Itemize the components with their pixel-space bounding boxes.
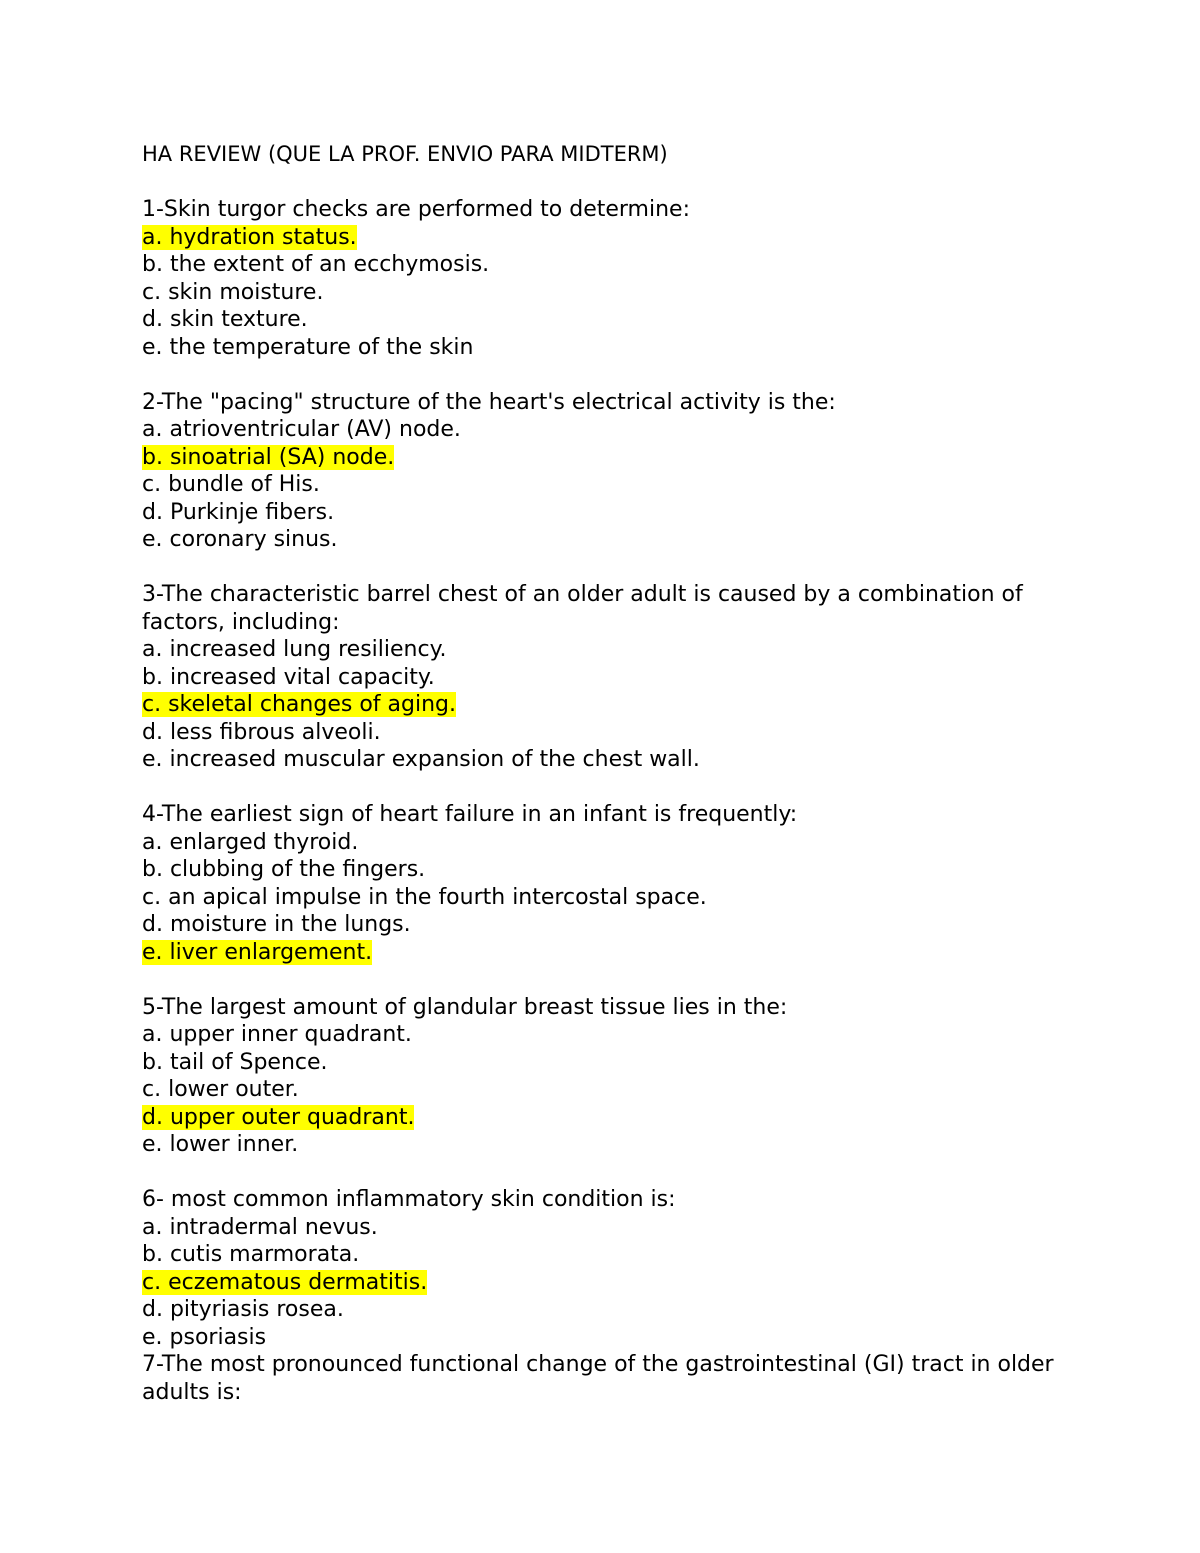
highlighted-answer: a. hydration status. — [142, 224, 357, 250]
answer-option: a. upper inner quadrant. — [142, 1022, 412, 1047]
answer-option: b. increased vital capacity. — [142, 664, 435, 690]
question-stem: 3-The characteristic barrel chest of an older adult is caused by a combination of factors, including: — [142, 582, 1030, 635]
answer-option — [142, 224, 1072, 252]
question-2 — [142, 389, 1072, 554]
answer-option: d. less fibrous alveoli. — [142, 719, 381, 745]
document-content — [142, 141, 1072, 1406]
answer-option: e. psoriasis — [142, 1324, 267, 1350]
highlighted-answer: c. skeletal changes of aging. — [142, 692, 456, 717]
answer-option: a. increased lung resiliency. — [142, 637, 447, 662]
question-stem: 1-Skin turgor checks are performed to determine: — [142, 197, 690, 222]
answer-option: c. an apical impulse in the fourth intercostal space. — [142, 884, 707, 910]
answer-option: c. skin moisture. — [142, 279, 324, 305]
answer-option: d. skin texture. — [142, 307, 308, 332]
answer-option: c. bundle of His. — [142, 472, 320, 497]
question-stem: 4-The earliest sign of heart failure in an infant is frequently: — [142, 802, 798, 827]
answer-option: d. Purkinje fibers. — [142, 499, 335, 525]
question-4 — [142, 801, 1072, 966]
answer-option — [142, 1104, 1072, 1132]
answer-option — [142, 1269, 1072, 1297]
question-6 — [142, 1186, 1072, 1351]
answer-option: b. cutis marmorata. — [142, 1242, 360, 1267]
question-stem: 5-The largest amount of glandular breast tissue lies in the: — [142, 994, 788, 1020]
document-title: HA REVIEW (QUE LA PROF. ENVIO PARA MIDTERM) — [142, 142, 668, 166]
answer-option — [142, 444, 1072, 472]
highlighted-answer: e. liver enlargement. — [142, 939, 373, 965]
answer-option: a. atrioventricular (AV) node. — [142, 417, 461, 442]
answer-option — [142, 691, 1072, 719]
answer-option: e. coronary sinus. — [142, 527, 338, 552]
question-7 — [142, 1351, 1072, 1406]
question-stem: 7-The most pronounced functional change of the gastrointestinal (GI) tract in older adults is: — [142, 1352, 1061, 1405]
answer-option: d. moisture in the lungs. — [142, 912, 411, 937]
highlighted-answer: b. sinoatrial (SA) node. — [142, 444, 395, 470]
answer-option: a. intradermal nevus. — [142, 1214, 378, 1240]
answer-option: b. tail of Spence. — [142, 1049, 328, 1075]
answer-option: e. lower inner. — [142, 1132, 299, 1157]
question-1 — [142, 196, 1072, 361]
highlighted-answer: d. upper outer quadrant. — [142, 1104, 415, 1130]
answer-option: b. clubbing of the fingers. — [142, 857, 426, 882]
answer-option: e. increased muscular expansion of the chest wall. — [142, 747, 700, 772]
answer-option: d. pityriasis rosea. — [142, 1297, 344, 1322]
answer-option: e. the temperature of the skin — [142, 334, 474, 360]
highlighted-answer: c. eczematous dermatitis. — [142, 1269, 428, 1295]
answer-option: a. enlarged thyroid. — [142, 829, 359, 855]
answer-option: b. the extent of an ecchymosis. — [142, 252, 490, 277]
question-3 — [142, 581, 1072, 774]
answer-option — [142, 939, 1072, 967]
question-stem: 2-The "pacing" structure of the heart's electrical activity is the: — [142, 389, 836, 415]
answer-option: c. lower outer. — [142, 1077, 299, 1102]
question-stem: 6- most common inflammatory skin condition is: — [142, 1187, 676, 1212]
question-5 — [142, 994, 1072, 1159]
